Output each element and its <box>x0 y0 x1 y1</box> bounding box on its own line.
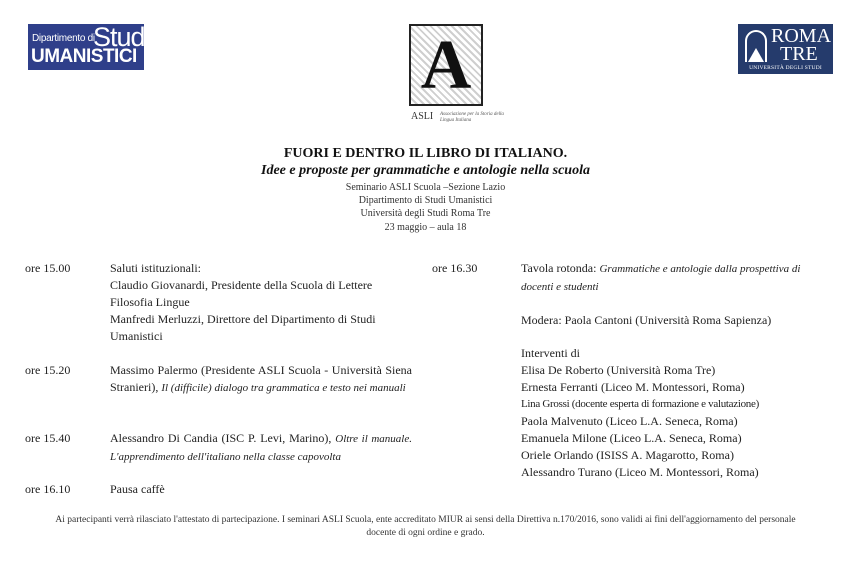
speaker-item: Ernesta Ferranti (Liceo M. Montessori, Roma) <box>521 380 745 394</box>
speaker-item: Oriele Orlando (ISISS A. Magarotto, Roma) <box>521 448 734 462</box>
speaker-item: Emanuela Milone (Liceo L.A. Seneca, Roma) <box>521 431 742 445</box>
speaker-item: Lina Grossi (docente esperta di formazione e valutazione) <box>521 398 759 410</box>
time-slot-4: ore 16.10 <box>25 482 71 496</box>
coffee-break: Pausa caffè <box>110 482 165 496</box>
event-title: FUORI E DENTRO IL LIBRO DI ITALIANO. <box>283 146 568 161</box>
session-3-speaker: Alessandro Di Candia (ISC P. Levi, Marino), <box>110 431 336 445</box>
session-3-talk: Oltre il manuale. L'apprendimento dell'italiano nella classe capovolta <box>110 433 413 463</box>
asli-logo <box>409 24 483 106</box>
speaker-item: Paola Malvenuto (Liceo L.A. Seneca, Roma) <box>521 414 738 428</box>
logo-left-big-text: UMANISTICI <box>31 46 137 67</box>
logo-right-line1: ROMA <box>771 25 832 47</box>
asli-logo-letter: A <box>420 27 472 104</box>
speakers-label: Interventi di <box>521 346 580 360</box>
roma-tre-logo <box>738 24 833 74</box>
session-2-speaker: Massimo Palermo (Presidente ASLI Scuola - Università Siena Stranieri), <box>110 363 412 394</box>
speaker-item: Alessandro Turano (Liceo M. Montessori, Roma) <box>521 465 759 479</box>
info-seminar: Seminario ASLI Scuola –Sezione Lazio <box>345 182 506 193</box>
asli-logo-name: ASLI <box>411 111 434 122</box>
logo-left-top-text: Studi <box>93 22 150 52</box>
logo-right-line2: TRE <box>780 43 818 65</box>
logo-right-line3: UNIVERSITÀ DEGLI STUDI <box>749 65 822 71</box>
info-department: Dipartimento di Studi Umanistici <box>358 195 493 206</box>
time-slot-5: ore 16.30 <box>432 261 478 275</box>
session-1-speaker-2: Manfredi Merluzzi, Direttore del Dipartimento di Studi Umanistici <box>110 312 376 343</box>
event-subtitle: Idee e proposte per grammatiche e antologie nella scuola <box>261 163 590 178</box>
time-slot-3: ore 15.40 <box>25 431 71 445</box>
session-1-speaker-1: Claudio Giovanardi, Presidente della Scuola di Lettere Filosofia Lingue <box>110 278 373 309</box>
time-slot-2: ore 15.20 <box>25 363 71 377</box>
time-slot-1: ore 15.00 <box>25 261 71 275</box>
triangle-icon <box>748 48 764 62</box>
round-table-lead: Tavola rotonda: <box>521 261 600 275</box>
asli-logo-subtitle: Associazione per la Storia della Lingua Italiana <box>440 112 504 123</box>
dipartimento-studi-umanistici-logo <box>28 22 150 70</box>
session-3 <box>110 430 412 466</box>
session-2-talk: Il (difficile) dialogo tra grammatica e testo nei manuali <box>161 382 406 394</box>
session-1 <box>110 260 405 345</box>
round-table-moderator: Modera: Paola Cantoni (Università Roma Sapienza) <box>521 313 772 327</box>
speaker-item: Elisa De Roberto (Università Roma Tre) <box>521 363 716 377</box>
logo-left-small-text: Dipartimento di <box>32 33 95 44</box>
round-table <box>521 260 833 296</box>
footer-note: Ai partecipanti verrà rilasciato l'attestato di partecipazione. I seminari ASLI Scuola, ente accreditato MIUR ai sensi della Direttiva n.170/2016, sono validi ai fini dell'aggiornamento del personale docente di ogni ordine e grado. <box>55 515 796 538</box>
round-table-topic: Grammatiche e antologie dalla prospettiva di docenti e studenti <box>521 263 801 293</box>
session-1-heading: Saluti istituzionali: <box>110 261 201 275</box>
info-date-room: 23 maggio – aula 18 <box>384 222 467 233</box>
speakers-list <box>521 345 759 481</box>
round-table-heading <box>521 260 833 296</box>
session-2 <box>110 362 412 397</box>
info-university: Università degli Studi Roma Tre <box>360 208 491 219</box>
